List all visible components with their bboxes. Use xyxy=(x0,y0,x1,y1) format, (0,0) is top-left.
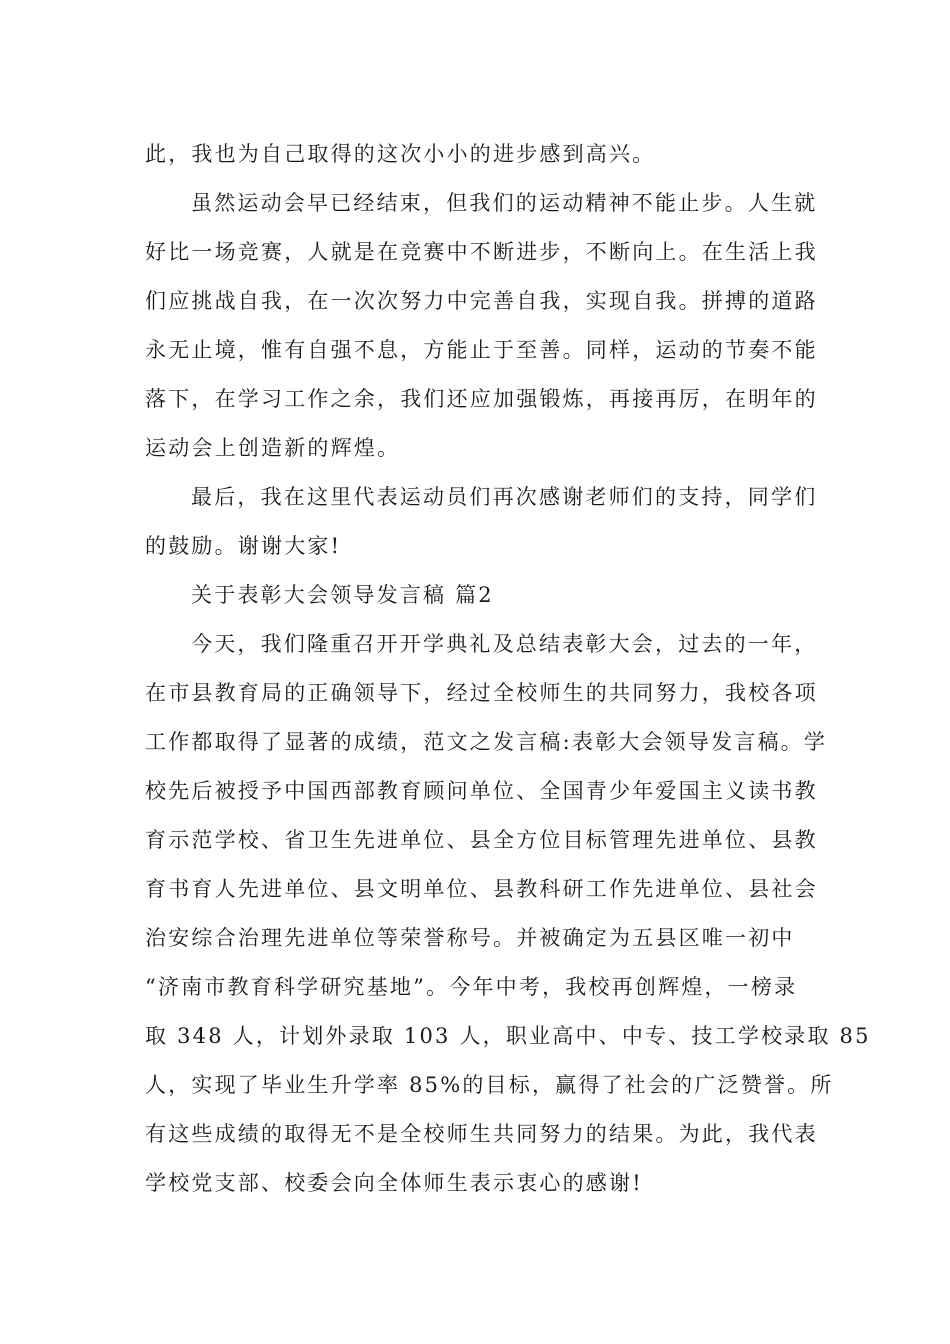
text-line: 工作都取得了显著的成绩，范文之发言稿:表彰大会领导发言稿。学 xyxy=(145,730,828,754)
text-line: 人，实现了毕业生升学率 85%的目标，赢得了社会的广泛赞誉。所 xyxy=(145,1073,834,1097)
text-line: 育示范学校、省卫生先进单位、县全方位目标管理先进单位、县教 xyxy=(145,828,818,852)
text-line: 此，我也为自己取得的这次小小的进步感到高兴。 xyxy=(145,142,656,166)
text-line: 运动会上创造新的辉煌。 xyxy=(145,436,401,460)
text-line: “济南市教育科学研究基地”。今年中考，我校再创辉煌，一榜录 xyxy=(145,975,798,999)
paragraph xyxy=(145,473,818,571)
text-line: 校先后被授予中国西部教育顾问单位、全国青少年爱国主义读书教 xyxy=(145,779,818,803)
paragraph xyxy=(145,179,818,473)
text-line: 取 348 人，计划外录取 103 人，职业高中、中专、技工学校录取 85 xyxy=(145,1024,871,1048)
text-line: 的鼓励。谢谢大家! xyxy=(145,534,342,558)
text-line: 治安综合治理先进单位等荣誉称号。并被确定为五县区唯一初中 xyxy=(145,926,795,950)
text-line: 们应挑战自我，在一次次努力中完善自我，实现自我。拼搏的道路 xyxy=(145,289,818,313)
text-line: 学校党支部、校委会向全体师生表示衷心的感谢! xyxy=(145,1171,643,1195)
text-line: 有这些成绩的取得无不是全校师生共同努力的结果。为此，我代表 xyxy=(145,1122,818,1146)
text-line: 永无止境，惟有自强不息，方能止于至善。同样，运动的节奏不能 xyxy=(145,338,818,362)
text-line: 今天，我们隆重召开开学典礼及总结表彰大会，过去的一年， xyxy=(191,632,818,656)
text-line: 关于表彰大会领导发言稿 篇2 xyxy=(191,583,494,607)
paragraph xyxy=(145,130,809,179)
text-line: 育书育人先进单位、县文明单位、县教科研工作先进单位、县社会 xyxy=(145,877,818,901)
text-line: 在市县教育局的正确领导下，经过全校师生的共同努力，我校各项 xyxy=(145,681,818,705)
paragraph xyxy=(145,571,809,620)
text-line: 最后，我在这里代表运动员们再次感谢老师们的支持，同学们 xyxy=(191,485,818,509)
document-body xyxy=(145,130,871,1208)
text-line: 虽然运动会早已经结束，但我们的运动精神不能止步。人生就 xyxy=(191,191,818,215)
paragraph xyxy=(145,620,871,1208)
text-line: 落下，在学习工作之余，我们还应加强锻炼，再接再厉，在明年的 xyxy=(145,387,818,411)
text-line: 好比一场竞赛，人就是在竞赛中不断进步，不断向上。在生活上我 xyxy=(145,240,818,264)
